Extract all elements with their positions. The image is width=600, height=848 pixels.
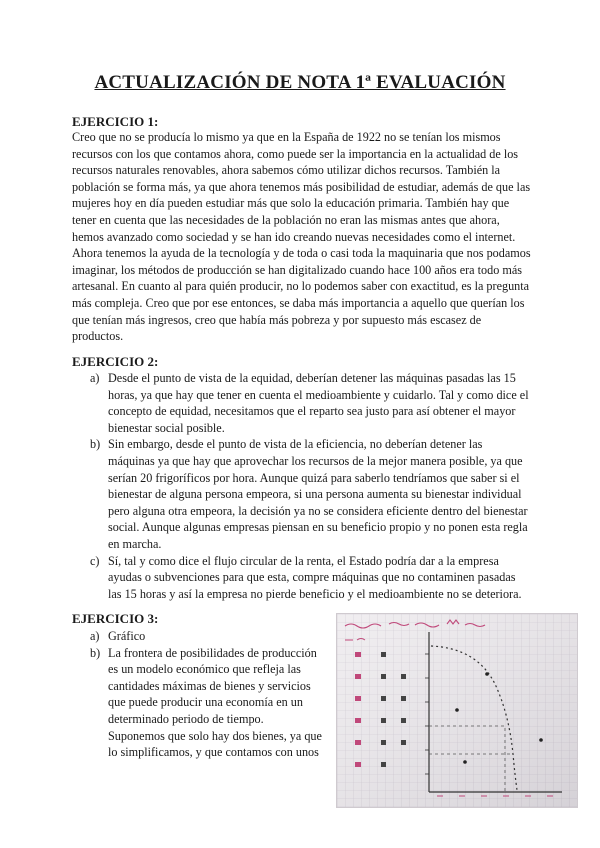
exercise-1-heading: EJERCICIO 1: [72, 114, 159, 129]
graph-photo [336, 613, 578, 808]
list-item [72, 628, 322, 645]
list-marker: b) [90, 437, 101, 452]
list-item [72, 645, 322, 761]
graph-photo-drawing [337, 614, 577, 807]
list-marker: b) [90, 645, 101, 660]
exercise-3-list [72, 628, 322, 761]
exercise-3-heading: EJERCICIO 3: [72, 611, 159, 626]
exercise-2-heading: EJERCICIO 2: [72, 354, 159, 369]
list-item [72, 436, 532, 552]
exercise-1-text: Creo que no se producía lo mismo ya que en la España de 1922 no se tenían los mismos recursos con los que contamos ahora, como puede ser la importancia en la actualidad de los recursos naturales renovables, ahora sabemos cómo utilizar dichos recursos. También la población se forma más, ya que ahora tenemos más posibilidad de estudiar, además de que las mujeres hoy en día pueden estudiar más que solo la educación primaria. También hay que tener en cuenta que las necesidades de la población no eran las mismas antes que ahora, hemos avanzado como sociedad y se han ido creando nuevas necesidades como el internet. Ahora tenemos la ayuda de la tecnología y de toda o casi toda la maquinaria que nos podamos imaginar, los métodos de producción se han digitalizado cuando hace 100 años era todo más artesanal. En cuanto al para quién producir, no lo podemos saber con exactitud, es la pregunta más compleja. Creo que por ese entonces, se daba más importancia a aquello que querían los que tenían más ingresos, creo que había más pobreza y por supuesto más escasez de productos. [72, 130, 531, 344]
list-item-text: Gráfico [108, 629, 146, 643]
list-marker: a) [90, 629, 100, 643]
list-item [72, 370, 532, 436]
list-item-text: Desde el punto de vista de la equidad, deberían detener las máquinas pasadas las 15 horas, ya que hay que tener en cuenta el medioambiente y cuidarlo. Tal y como dice el concepto de equidad, necesitamos que el reparto sea justo para así obtener el mayor bienestar social posible. [108, 371, 529, 435]
list-item-text: Sin embargo, desde el punto de vista de la eficiencia, no deberían detener las máquinas ya que hay que aprovechar los recursos de la mejor manera posible, ya que serían 20 frigoríficos por hora. Aunque quizá para saberlo tendríamos que saber si el bienestar de alguna persona empeora, si una persona aumenta su bienestar individual pero alguna otra empeora, la decisión ya no se considera eficiente dentro del bienestar social. Aunque algunas empresas piensan en su beneficio propio y no ponen esta regla en marcha. [108, 437, 528, 551]
list-item-text: Sí, tal y como dice el flujo circular de la renta, el Estado podría dar a la empresa ayudas o subvenciones para que esta, compre máquinas que no contaminen pasadas las 15 horas y así la empresa no pierde beneficio y el medioambiente no se deteriora. [108, 553, 522, 601]
list-item-text: La frontera de posibilidades de producción es un modelo económico que refleja las cantidades máximas de bienes y servicios que puede producir una economía en un determinado periodo de tiempo. Suponemos que solo hay dos bienes, ya que lo simplificamos, y que contamos con unos [108, 645, 322, 760]
list-marker: a) [90, 371, 100, 385]
document-title: ACTUALIZACIÓN DE NOTA 1ª EVALUACIÓN [94, 72, 506, 93]
exercise-2-list [72, 370, 532, 602]
list-item [72, 553, 532, 603]
list-marker: c) [90, 553, 100, 568]
